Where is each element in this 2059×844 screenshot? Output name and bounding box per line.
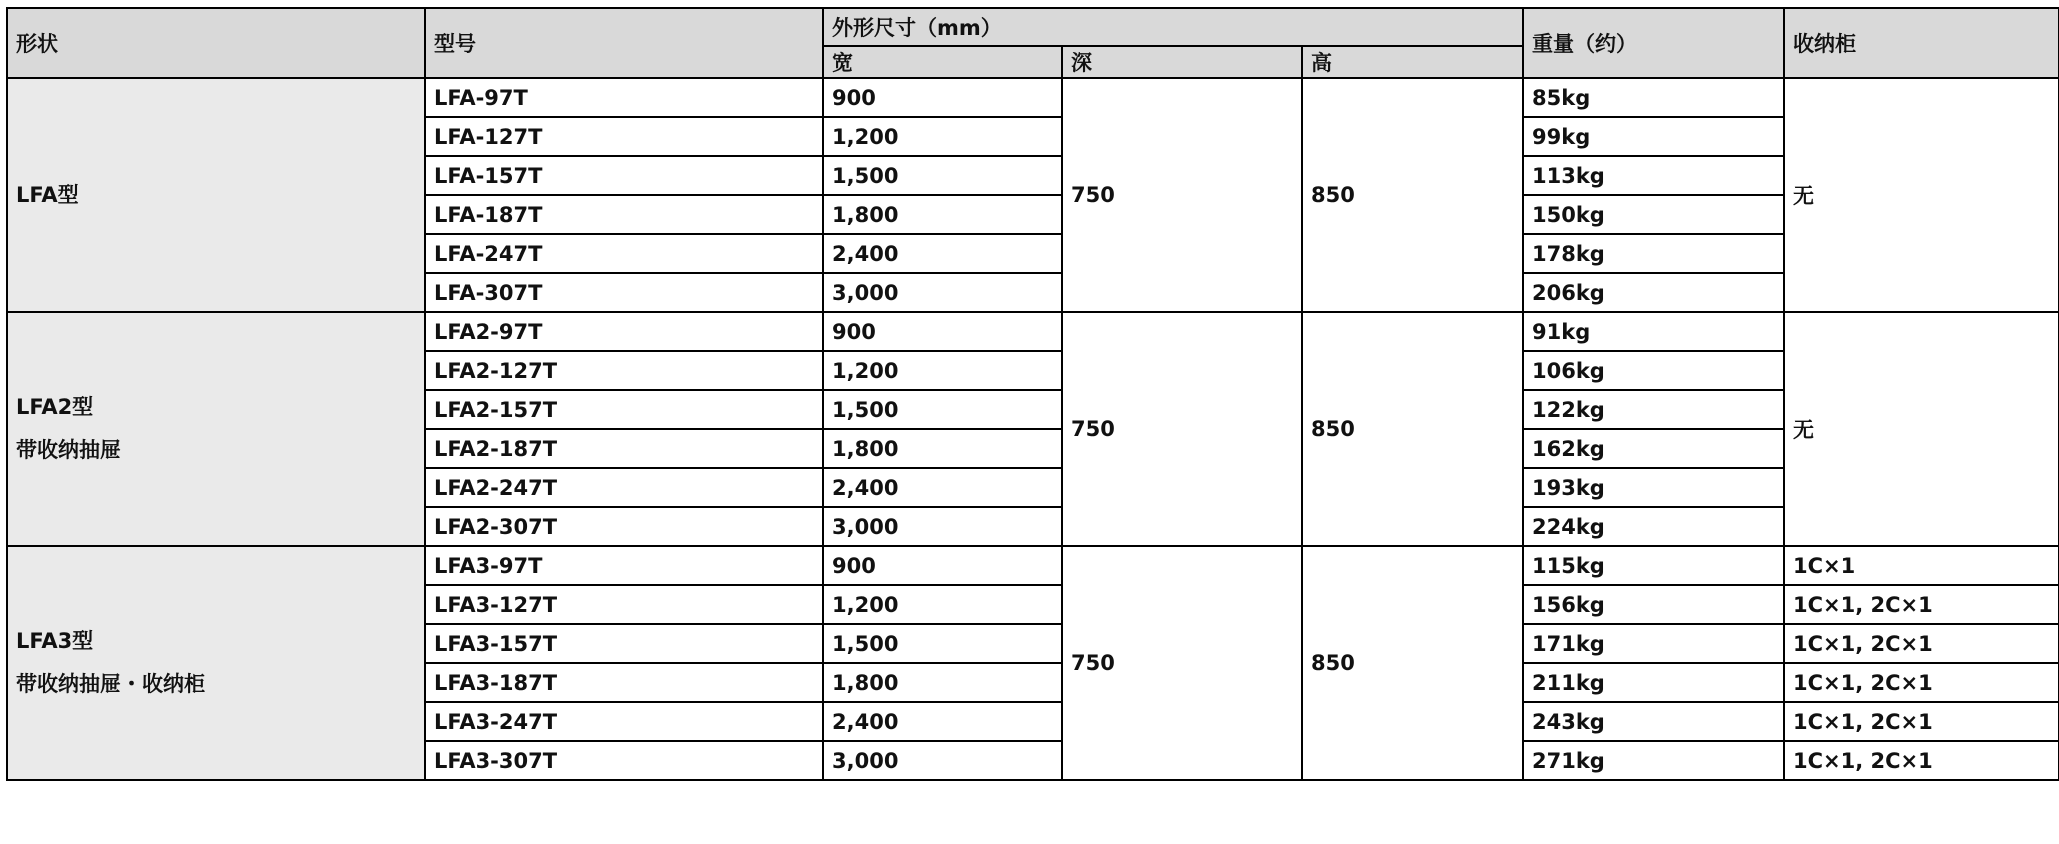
header-weight: 重量（约）: [1523, 8, 1784, 78]
model-cell: LFA2-127T: [425, 351, 823, 390]
weight-cell: 150kg: [1523, 195, 1784, 234]
header-depth: 深: [1062, 46, 1302, 78]
width-cell: 1,800: [823, 195, 1062, 234]
width-cell: 900: [823, 78, 1062, 117]
model-cell: LFA2-187T: [425, 429, 823, 468]
width-cell: 3,000: [823, 273, 1062, 312]
cabinet-cell: 无: [1784, 78, 2059, 312]
model-cell: LFA-127T: [425, 117, 823, 156]
table-row: [7, 546, 2059, 585]
model-cell: LFA3-187T: [425, 663, 823, 702]
weight-cell: 206kg: [1523, 273, 1784, 312]
width-cell: 1,200: [823, 117, 1062, 156]
width-cell: 2,400: [823, 702, 1062, 741]
cabinet-cell: 1C×1, 2C×1: [1784, 741, 2059, 780]
model-cell: LFA-97T: [425, 78, 823, 117]
height-cell: 850: [1302, 78, 1523, 312]
weight-cell: 178kg: [1523, 234, 1784, 273]
model-cell: LFA2-307T: [425, 507, 823, 546]
width-cell: 3,000: [823, 507, 1062, 546]
model-cell: LFA3-97T: [425, 546, 823, 585]
width-cell: 1,200: [823, 585, 1062, 624]
width-cell: 3,000: [823, 741, 1062, 780]
cabinet-cell: 1C×1, 2C×1: [1784, 585, 2059, 624]
weight-cell: 271kg: [1523, 741, 1784, 780]
weight-cell: 156kg: [1523, 585, 1784, 624]
spec-table: [6, 7, 2059, 781]
weight-cell: 113kg: [1523, 156, 1784, 195]
model-cell: LFA3-307T: [425, 741, 823, 780]
shape-cell: [7, 78, 425, 312]
weight-cell: 243kg: [1523, 702, 1784, 741]
width-cell: 1,500: [823, 624, 1062, 663]
weight-cell: 85kg: [1523, 78, 1784, 117]
model-cell: LFA2-247T: [425, 468, 823, 507]
model-cell: LFA2-97T: [425, 312, 823, 351]
weight-cell: 122kg: [1523, 390, 1784, 429]
table-body: [7, 78, 2059, 780]
shape-label: LFA型: [16, 182, 79, 207]
header-model: 型号: [425, 8, 823, 78]
header-cabinet: 收纳柜: [1784, 8, 2059, 78]
width-cell: 900: [823, 312, 1062, 351]
model-cell: LFA3-247T: [425, 702, 823, 741]
model-cell: LFA-307T: [425, 273, 823, 312]
shape-label: 带收纳抽屉・收纳柜: [16, 672, 205, 696]
header-shape: 形状: [7, 8, 425, 78]
model-cell: LFA-187T: [425, 195, 823, 234]
header-row: [7, 8, 2059, 46]
model-cell: LFA3-157T: [425, 624, 823, 663]
width-cell: 1,200: [823, 351, 1062, 390]
shape-cell: [7, 312, 425, 546]
weight-cell: 193kg: [1523, 468, 1784, 507]
model-cell: LFA-247T: [425, 234, 823, 273]
header-width: 宽: [823, 46, 1062, 78]
depth-cell: 750: [1062, 78, 1302, 312]
cabinet-cell: 1C×1: [1784, 546, 2059, 585]
header-height: 高: [1302, 46, 1523, 78]
model-cell: LFA3-127T: [425, 585, 823, 624]
model-cell: LFA2-157T: [425, 390, 823, 429]
width-cell: 1,800: [823, 429, 1062, 468]
weight-cell: 224kg: [1523, 507, 1784, 546]
table-row: [7, 312, 2059, 351]
weight-cell: 211kg: [1523, 663, 1784, 702]
shape-cell: [7, 546, 425, 780]
width-cell: 1,800: [823, 663, 1062, 702]
width-cell: 1,500: [823, 156, 1062, 195]
width-cell: 900: [823, 546, 1062, 585]
width-cell: 1,500: [823, 390, 1062, 429]
depth-cell: 750: [1062, 546, 1302, 780]
cabinet-cell: 1C×1, 2C×1: [1784, 702, 2059, 741]
model-cell: LFA-157T: [425, 156, 823, 195]
height-cell: 850: [1302, 546, 1523, 780]
weight-cell: 171kg: [1523, 624, 1784, 663]
shape-label: LFA2型: [16, 395, 94, 419]
width-cell: 2,400: [823, 234, 1062, 273]
weight-cell: 106kg: [1523, 351, 1784, 390]
height-cell: 850: [1302, 312, 1523, 546]
header-dimensions: 外形尺寸（mm）: [823, 8, 1523, 46]
weight-cell: 99kg: [1523, 117, 1784, 156]
cabinet-cell: 1C×1, 2C×1: [1784, 624, 2059, 663]
depth-cell: 750: [1062, 312, 1302, 546]
width-cell: 2,400: [823, 468, 1062, 507]
weight-cell: 91kg: [1523, 312, 1784, 351]
cabinet-cell: 无: [1784, 312, 2059, 546]
weight-cell: 115kg: [1523, 546, 1784, 585]
cabinet-cell: 1C×1, 2C×1: [1784, 663, 2059, 702]
shape-label: LFA3型: [16, 629, 94, 653]
weight-cell: 162kg: [1523, 429, 1784, 468]
shape-label: 带收纳抽屉: [16, 438, 121, 462]
table-row: [7, 78, 2059, 117]
